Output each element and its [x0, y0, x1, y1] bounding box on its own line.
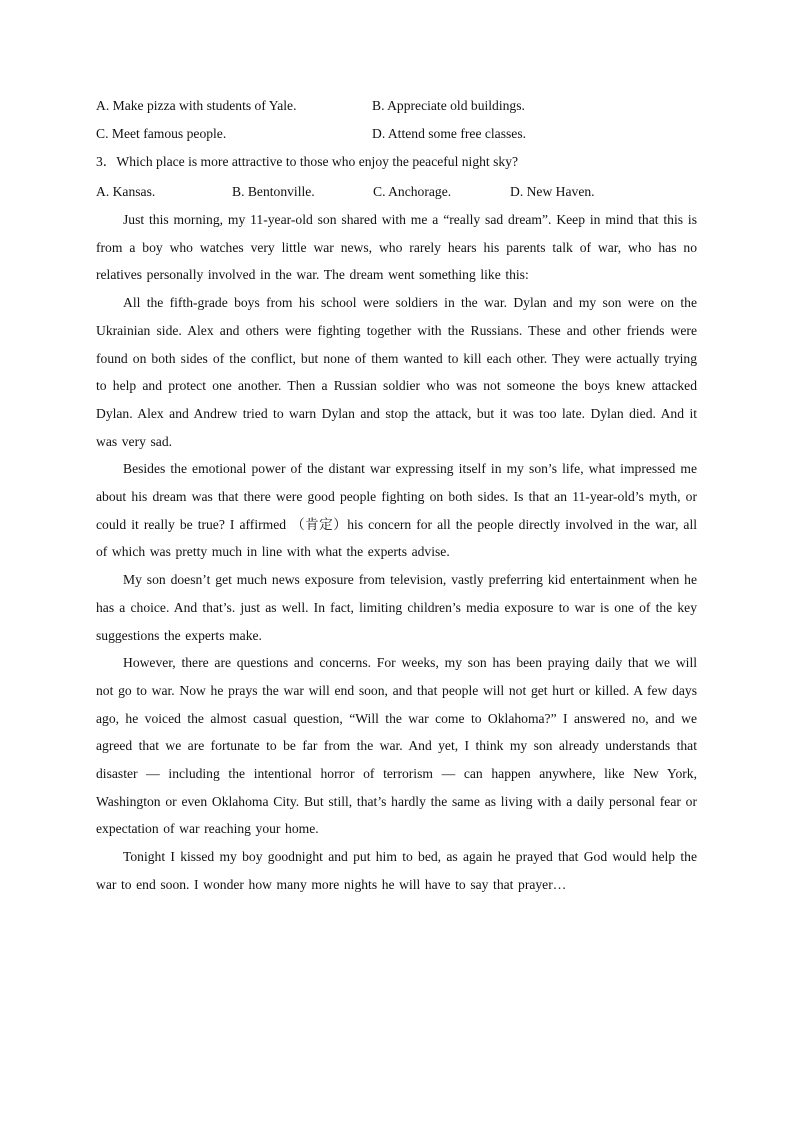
q3-option-c: C. Anchorage.	[373, 184, 452, 199]
q3-option-b: B. Bentonville.	[232, 184, 315, 199]
option-a: A. Make pizza with students of Yale.	[96, 98, 297, 113]
paragraph-3: Besides the emotional power of the distant war expressing itself in my son’s life, what impressed me about his dream was that there were good people fighting on both sides. Is that an 11-year-old’s myth, or could it really be true? I affirmed （肯定）his concern for all the people directly involved in the war, all of which was pretty much in line with what the experts advise.	[96, 461, 697, 560]
q3-option-d: D. New Haven.	[510, 184, 595, 199]
paragraph-1: Just this morning, my 11-year-old son shared with me a “really sad dream”. Keep in mind that this is from a boy who watches very little war news, who rarely hears his parents talk of war, who has no relatives personally involved in the war. The dream went something like this:	[96, 212, 697, 283]
reading-passage	[96, 206, 697, 899]
option-d: D. Attend some free classes.	[372, 126, 527, 141]
option-b: B. Appreciate old buildings.	[372, 98, 525, 113]
options-row-cd	[96, 123, 696, 145]
paragraph-2: All the fifth-grade boys from his school were soldiers in the war. Dylan and my son were on the Ukrainian side. Alex and others were fighting together with the Russians. These and other friends were found on both sides of the conflict, but none of them wanted to kill each other. They were actually trying to help and protect one another. Then a Russian soldier who was not someone the boys knew attacked Dylan. Alex and Andrew tried to warn Dylan and stop the attack, but it was too late. Dylan died. And it was very sad.	[96, 295, 697, 449]
paragraph-6: Tonight I kissed my boy goodnight and put him to bed, as again he prayed that God would help the war to end soon. I wonder how many more nights he will have to say that prayer…	[96, 849, 697, 892]
option-c: C. Meet famous people.	[96, 126, 227, 141]
options-row-ab	[96, 95, 696, 117]
question-3-options	[96, 181, 696, 203]
q3-option-a: A. Kansas.	[96, 184, 156, 199]
question-3-stem: 3．Which place is more attractive to those who enjoy the peaceful night sky?	[96, 154, 519, 169]
paragraph-4: My son doesn’t get much news exposure from television, vastly preferring kid entertainment when he has a choice. And that’s. just as well. In fact, limiting children’s media exposure to war is one of the key suggestions the experts make.	[96, 572, 697, 643]
paragraph-5: However, there are questions and concerns. For weeks, my son has been praying daily that we will not go to war. Now he prays the war will end soon, and that people will not get hurt or killed. A few days ago, he voiced the almost casual question, “Will the war come to Oklahoma?” I answered no, and we agreed that we are fortunate to be far from the war. And yet, I think my son already understands that disaster — including the intentional horror of terrorism — can happen anywhere, like New York, Washington or even Oklahoma City. But still, that’s hardly the same as living with a daily personal fear or expectation of war reaching your home.	[96, 655, 697, 837]
